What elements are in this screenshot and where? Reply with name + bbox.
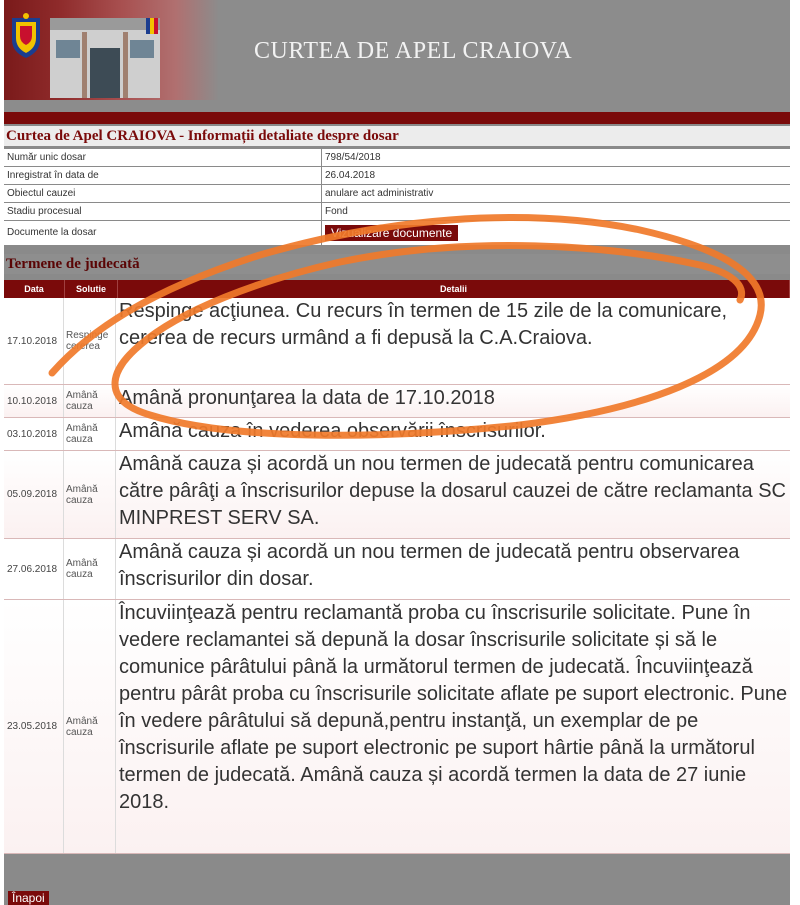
hearing-solution: Amână cauza (64, 385, 116, 417)
hearing-details: Amână cauza și acordă un nou termen de judecată pentru comunicarea către pârâţi a înscrisurilor depuse la dosarul cauzei de către reclamanta SC MINPREST SERV SA. (119, 453, 786, 529)
site-header (4, 0, 790, 112)
row-value: anulare act administrativ (325, 188, 434, 199)
hearing-details: Încuviinţează pentru reclamantă proba cu înscrisurile solicitate. Pune în vedere reclamantei să depună la dosar înscrisurile solicitate și să le comunice pârâtului până la următorul termen de judecată. Încuviinţează pentru pârât proba cu înscrisurile solicitate aflate pe suport electronic. Pune în vedere pârâtului să depună,pentru instanţă, un exemplar de pe înscrisurile aflate pe suport electronic pe suport hârtie până la următorul termen de judecată. Amână cauza și acordă termen la data de 27 iunie 2018. (119, 602, 788, 813)
row-label: Obiectul cauzei (4, 185, 322, 202)
column-header-date: Data (4, 280, 65, 298)
hearing-date: 17.10.2018 (4, 298, 64, 384)
hearing-solution: Amână cauza (64, 539, 116, 599)
row-label: Documente la dosar (4, 221, 322, 245)
hearing-details: Amână cauza în vederea observării înscrisurilor. (119, 420, 546, 442)
hearing-details: Amână cauza și acordă un nou termen de judecată pentru observarea înscrisurilor din dosar. (119, 541, 740, 590)
hearing-details: Amână pronunţarea la data de 17.10.2018 (119, 387, 495, 409)
table-row (4, 149, 790, 167)
hearing-solution: Respinge cererea (64, 298, 116, 384)
back-button[interactable]: Înapoi (8, 891, 49, 905)
table-row (4, 298, 790, 385)
coat-of-arms-icon (6, 12, 46, 60)
site-title: CURTEA DE APEL CRAIOVA (254, 38, 573, 64)
hearing-date: 05.09.2018 (4, 451, 64, 538)
hearing-solution: Amână cauza (64, 451, 116, 538)
row-label: Stadiu procesual (4, 203, 322, 220)
table-row (4, 221, 790, 246)
row-value: 798/54/2018 (325, 152, 381, 163)
hearing-solution: Amână cauza (64, 418, 116, 450)
table-row (4, 451, 790, 539)
hearing-date: 23.05.2018 (4, 600, 64, 853)
table-row (4, 539, 790, 600)
hearing-date: 10.10.2018 (4, 385, 64, 417)
hearing-details: Respinge acţiunea. Cu recurs în termen de 15 zile de la comunicare, cererea de recurs urmând a fi depusă la C.A.Craiova. (119, 300, 728, 349)
flag-icon (146, 18, 158, 34)
view-documents-button[interactable]: Vizualizare documente (325, 225, 458, 241)
courthouse-photo (50, 18, 160, 98)
case-info-table (4, 149, 790, 246)
row-value: Fond (325, 206, 348, 217)
column-header-details: Detalii (118, 280, 790, 298)
hearing-date: 03.10.2018 (4, 418, 64, 450)
column-header-solution: Solutie (65, 280, 118, 298)
hearings-section-title: Termene de judecată (4, 254, 790, 274)
hearing-solution: Amână cauza (64, 600, 116, 853)
row-value: 26.04.2018 (325, 170, 376, 181)
table-row (4, 418, 790, 451)
table-row (4, 167, 790, 185)
page (4, 0, 790, 905)
row-label: Număr unic dosar (4, 149, 322, 166)
header-banner-image (4, 0, 219, 100)
row-label: Inregistrat în data de (4, 167, 322, 184)
table-header (4, 280, 790, 298)
header-divider (4, 112, 790, 124)
table-row (4, 385, 790, 418)
row-value (322, 221, 790, 245)
table-row (4, 203, 790, 221)
hearing-date: 27.06.2018 (4, 539, 64, 599)
hearings-table (4, 280, 790, 854)
case-section-title: Curtea de Apel CRAIOVA - Informații detaliate despre dosar (4, 126, 790, 146)
table-row (4, 600, 790, 854)
table-row (4, 185, 790, 203)
